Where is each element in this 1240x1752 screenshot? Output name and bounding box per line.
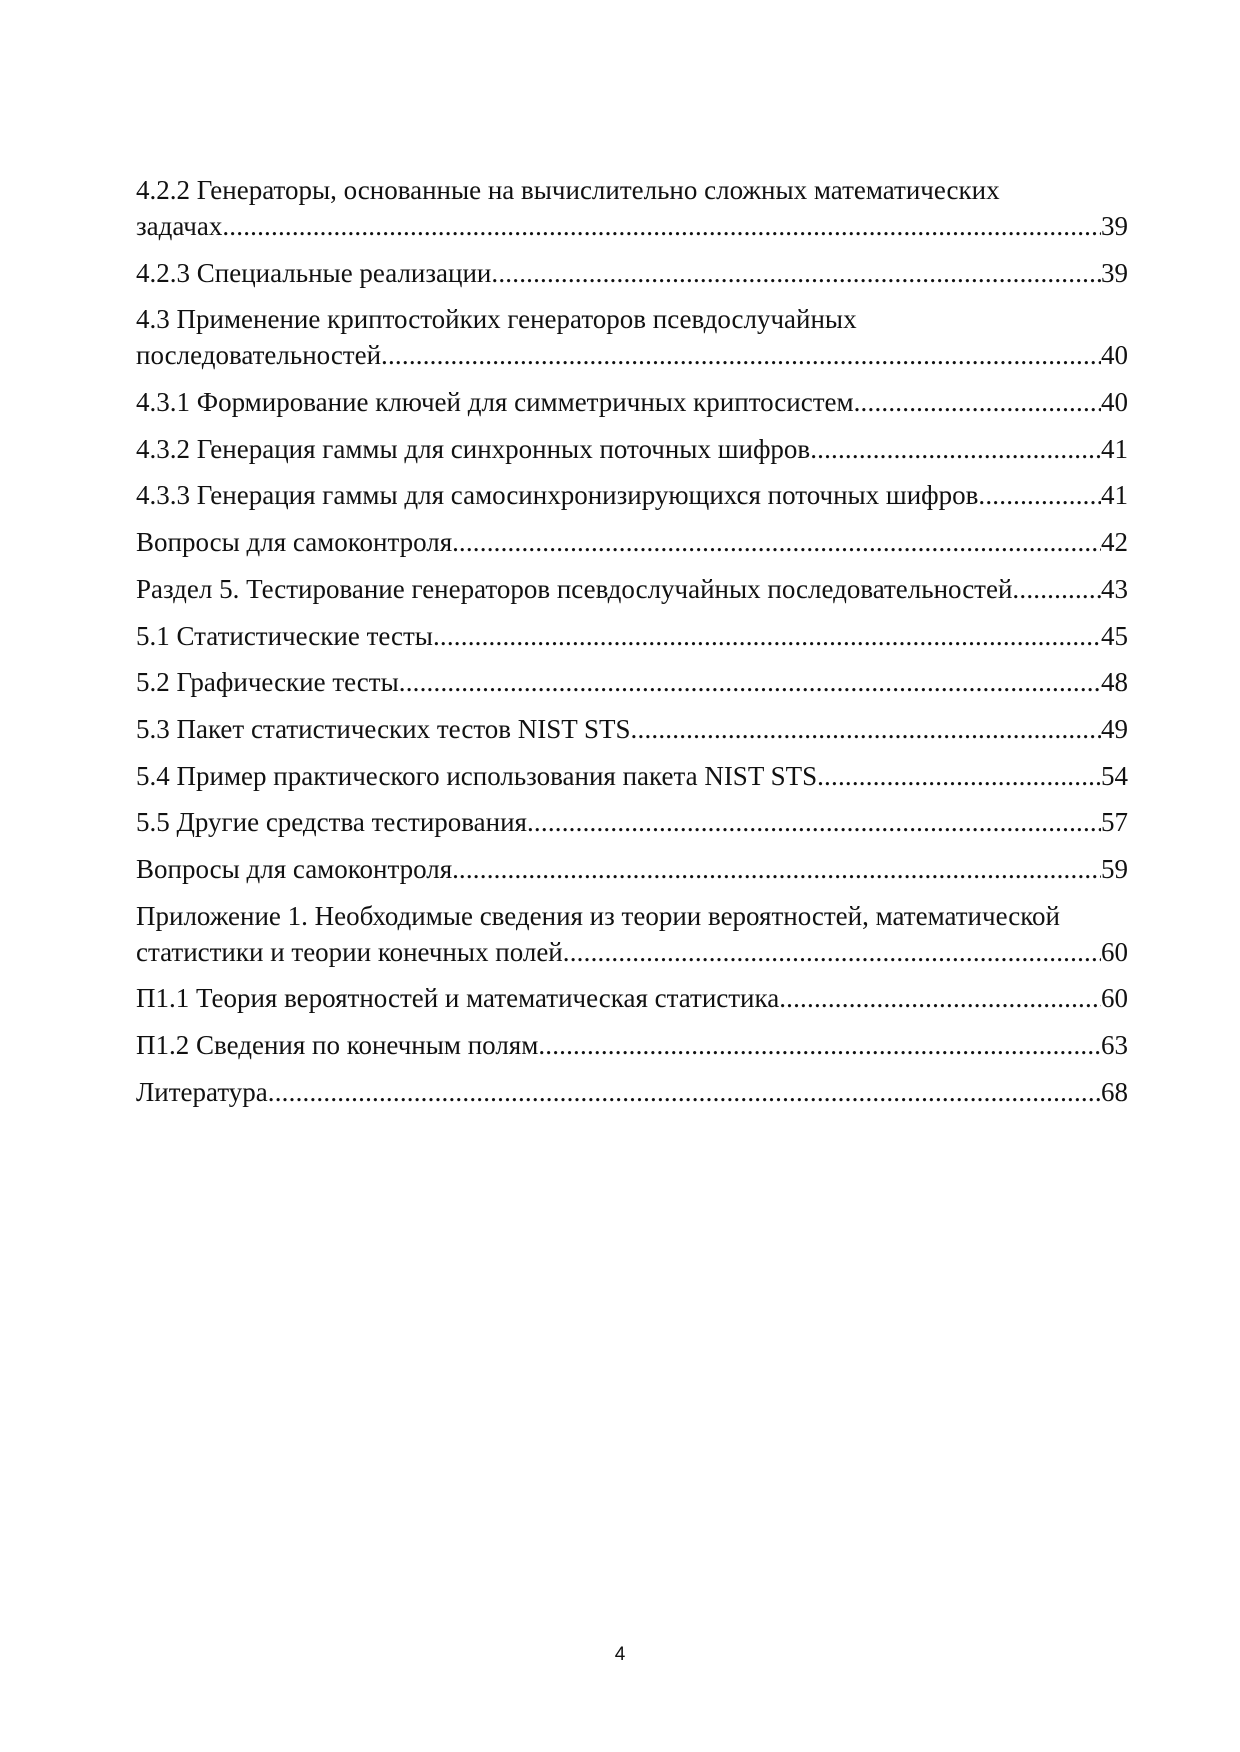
toc-entry-title: 4.3.2 Генерация гаммы для синхронных поточных шифров [136,433,811,464]
toc-entry-title-first-line: 4.3 Применение криптостойких генераторов псевдослучайных [136,304,857,335]
toc-entry[interactable] [136,664,1129,700]
dot-leader [433,618,1101,654]
toc-entry-leader-line [136,664,1128,700]
toc-entry-page: 45 [1101,620,1128,651]
toc-entry[interactable] [136,618,1129,654]
toc-entry-title: Вопросы для самоконтроля. [136,853,459,884]
toc-entry-page: 49 [1101,713,1128,744]
toc-entry-leader-line [136,337,1128,373]
table-of-contents [136,172,1129,1120]
dot-leader [491,255,1101,291]
toc-entry-page: 68 [1101,1076,1128,1107]
dot-leader [779,980,1101,1016]
dot-leader [978,477,1101,513]
dot-leader [1012,571,1101,607]
toc-entry-page: 48 [1101,667,1128,698]
toc-entry-title: Раздел 5. Тестирование генераторов псевдослучайных последовательностей [136,573,1013,604]
toc-entry[interactable] [136,477,1129,513]
toc-entry[interactable] [136,851,1129,887]
toc-entry-title: П1.1 Теория вероятностей и математическая статистика [136,983,780,1014]
toc-entry-page: 63 [1101,1030,1128,1060]
toc-entry-title: 5.3 Пакет статистических тестов NIST STS [136,713,631,744]
toc-entry-page: 59 [1101,853,1128,884]
toc-entry-page: 40 [1101,340,1128,371]
dot-leader [459,524,1101,560]
dot-leader [854,384,1101,420]
toc-entry-title: 5.1 Статистические тесты [136,620,433,651]
dot-leader [527,804,1101,840]
toc-entry-title: 4.3.1 Формирование ключей для симметричных криптосистем [136,387,854,418]
toc-entry-leader-line [136,524,1128,560]
toc-entry-page: 41 [1101,480,1128,511]
toc-entry[interactable] [136,571,1129,607]
toc-entry[interactable] [136,804,1129,840]
toc-entry-leader-line [136,384,1128,420]
toc-entry[interactable] [136,1074,1129,1110]
toc-entry-title: статистики и теории конечных полей [136,936,563,967]
toc-entry-leader-line [136,431,1128,467]
toc-entry-page: 54 [1101,760,1128,791]
toc-entry-leader-line [136,934,1128,970]
toc-entry-page: 40 [1101,387,1128,418]
toc-entry-page: 60 [1101,936,1128,967]
dot-leader [459,851,1101,887]
dot-leader [563,934,1101,970]
toc-entry-title: 5.4 Пример практического использования пакета NIST STS [136,760,818,791]
dot-leader [631,711,1101,747]
toc-entry[interactable] [136,255,1129,291]
toc-entry-title: Вопросы для самоконтроля. [136,527,459,558]
toc-entry[interactable] [136,758,1129,794]
toc-entry-title: 5.2 Графические тесты [136,667,399,698]
toc-entry-page: 39 [1101,257,1128,288]
toc-entry-leader-line [136,711,1128,747]
dot-leader [268,1074,1101,1110]
toc-entry-leader-line [136,1027,1128,1063]
toc-entry-leader-line [136,1074,1128,1110]
toc-entry-leader-line [136,477,1128,513]
toc-entry-title: 4.3.3 Генерация гаммы для самосинхронизирующихся поточных шифров [136,480,979,511]
toc-entry-title: Литература [136,1076,268,1107]
toc-entry-leader-line [136,571,1128,607]
dot-leader [381,337,1101,373]
toc-entry[interactable] [136,898,1129,970]
dot-leader [817,758,1101,794]
toc-entry-title: последовательностей [136,340,382,371]
toc-entry[interactable] [136,711,1129,747]
toc-entry-title: задачах [136,211,223,241]
toc-entry-page: 41 [1101,433,1128,464]
toc-entry-page: 60 [1101,983,1128,1014]
toc-entry[interactable] [136,384,1129,420]
toc-entry-leader-line [136,618,1128,654]
toc-entry-leader-line [136,208,1128,244]
toc-entry[interactable] [136,431,1129,467]
dot-leader [399,664,1101,700]
toc-entry[interactable] [136,980,1129,1016]
toc-entry-leader-line [136,980,1128,1016]
toc-entry-page: 43 [1101,573,1128,604]
toc-entry-leader-line [136,804,1128,840]
toc-entry-page: 39 [1101,211,1128,241]
dot-leader [810,431,1101,467]
toc-entry[interactable] [136,524,1129,560]
toc-entry-title-first-line: Приложение 1. Необходимые сведения из теории вероятностей, математической [136,900,1060,931]
page-number: 4 [614,1644,626,1665]
toc-entry[interactable] [136,301,1129,373]
toc-entry[interactable] [136,172,1129,244]
toc-entry-title-first-line: 4.2.2 Генераторы, основанные на вычислительно сложных математических [136,175,1000,205]
toc-entry-title: 4.2.3 Специальные реализации [136,257,492,288]
toc-entry-title: 5.5 Другие средства тестирования [136,807,527,838]
toc-entry-leader-line [136,851,1128,887]
toc-entry-page: 42 [1101,527,1128,558]
toc-entry-title: П1.2 Сведения по конечным полям [136,1030,539,1060]
dot-leader [538,1027,1101,1063]
toc-entry-leader-line [136,255,1128,291]
dot-leader [222,208,1101,244]
toc-entry-leader-line [136,758,1128,794]
toc-entry-page: 57 [1101,807,1128,838]
toc-entry[interactable] [136,1027,1129,1063]
